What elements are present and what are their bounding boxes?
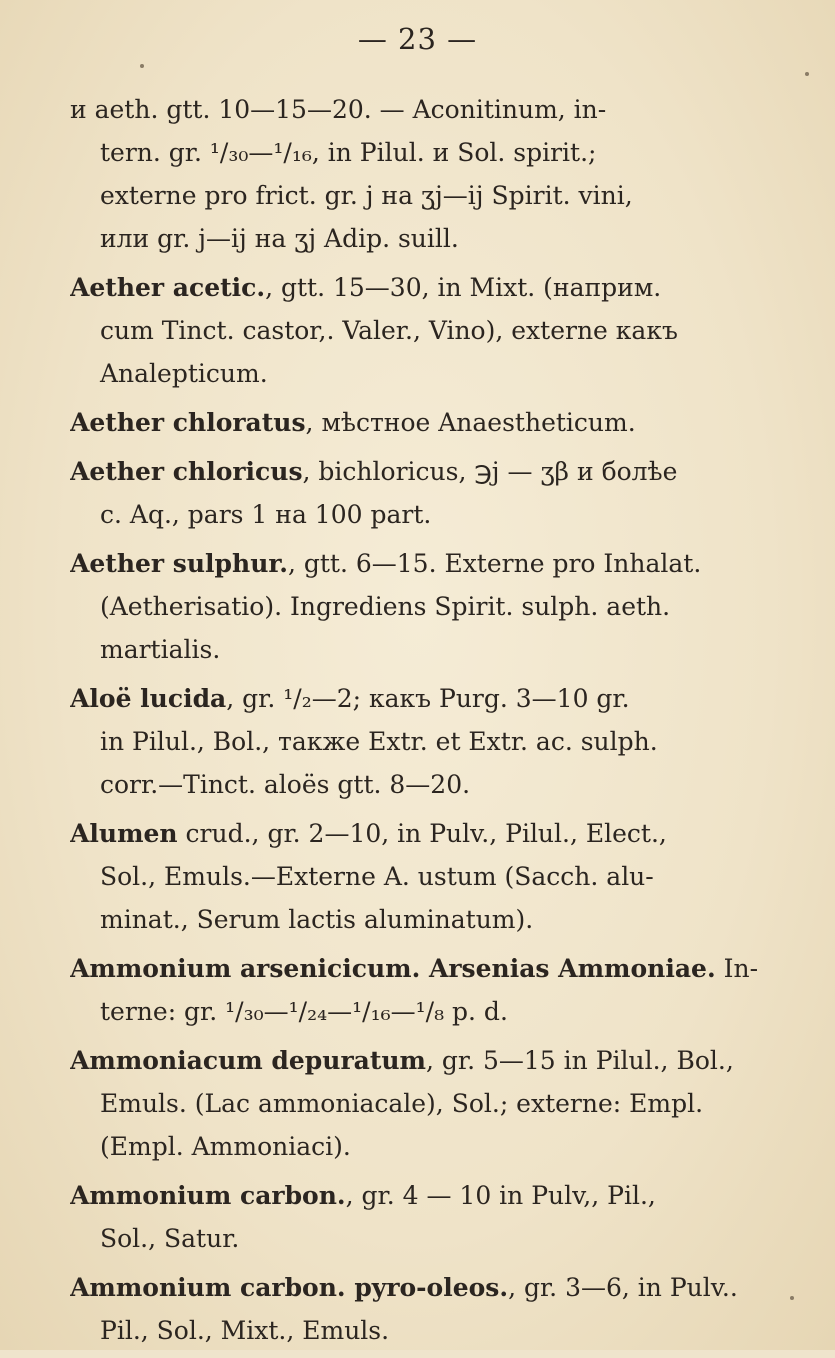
entry-continuation-line [70,1309,795,1352]
entry-text: corr.—Tinct. aloës gtt. 8—20. [100,770,471,799]
entry-continuation-line [70,1125,795,1168]
print-speck [790,1296,794,1300]
entry-text: (Empl. Ammoniaci). [100,1132,351,1161]
entry-text: , gr. 4 — 10 in Pulv,, Pil., [345,1181,656,1210]
entry-text: In- [715,954,759,983]
entry-continuation-line [70,1082,795,1125]
entry-text: (Aetherisatio). Ingrediens Spirit. sulph. aeth. [100,592,671,621]
dictionary-entry [70,542,795,671]
dictionary-entry [70,677,795,806]
entry-continuation-line [70,855,795,898]
entry-continuation-line [70,763,795,806]
dictionary-entry [70,401,795,444]
entry-text: Sol., Emuls.—Externe A. ustum (Sacch. alu- [100,862,654,891]
entry-continuation-line [70,174,795,217]
entry-first-line [70,1039,795,1082]
entry-continuation-line [70,898,795,941]
print-speck [805,72,809,76]
entry-headword: Aloë lucida [70,684,227,713]
entry-headword: Aether acetic. [70,273,266,302]
entry-text: terne: gr. ¹/₃₀—¹/₂₄—¹/₁₆—¹/₈ p. d. [100,997,508,1026]
entry-text: , gr. 3—6, in Pulv.. [508,1273,738,1302]
entry-headword: Alumen [70,819,178,848]
entry-text: Sol., Satur. [100,1224,240,1253]
entry-first-line [70,266,795,309]
entry-continuation-line [70,628,795,671]
entry-text: Pil., Sol., Mixt., Emuls. [100,1316,390,1345]
entry-headword: Ammonium arsenicicum. Arsenias Ammoniae. [70,954,716,983]
dictionary-entry [70,1266,795,1352]
entry-text: minat., Serum lactis aluminatum). [100,905,534,934]
entry-list [70,88,795,1358]
entry-continuation-line [70,352,795,395]
entry-continuation-line [70,720,795,763]
entry-continuation-line [70,990,795,1033]
entry-first-line [70,677,795,720]
entry-first-line [70,88,795,131]
entry-text: externe pro frict. gr. j на ʒj—ij Spirit. vini, [100,181,633,210]
entry-text: , bichloricus, ℈j — ʒβ и болѣе [302,457,678,486]
entry-headword: Ammonium carbon. [70,1181,346,1210]
entry-continuation-line [70,217,795,260]
entry-first-line [70,1266,795,1309]
entry-text: , gtt. 15—30, in Mixt. (наприм. [265,273,662,302]
entry-text: c. Aq., pars 1 на 100 part. [100,500,432,529]
entry-headword: Aether chloricus [70,457,303,486]
entry-text: cum Tinct. castor,. Valer., Vino), externe какъ [100,316,678,345]
entry-text: , мѣстное Anaestheticum. [305,408,636,437]
entry-text: , gr. 5—15 in Pilul., Bol., [426,1046,734,1075]
entry-text: crud., gr. 2—10, in Pulv., Pilul., Elect., [177,819,667,848]
entry-headword: Ammonium carbon. pyro-oleos. [70,1273,509,1302]
entry-first-line [70,542,795,585]
dictionary-entry [70,812,795,941]
entry-text: Analepticum. [100,359,268,388]
entry-text: Emuls. (Lac ammoniacale), Sol.; externe: Empl. [100,1089,704,1118]
dictionary-entry [70,88,795,260]
entry-continuation-line [70,493,795,536]
dictionary-entry [70,1174,795,1260]
entry-text: и aeth. gtt. 10—15—20. — Aconitinum, in- [70,95,607,124]
print-speck [140,64,144,68]
entry-first-line [70,401,795,444]
entry-text: , gtt. 6—15. Externe pro Inhalat. [287,549,702,578]
entry-continuation-line [70,131,795,174]
entry-continuation-line [70,1217,795,1260]
dictionary-entry [70,1039,795,1168]
entry-text: , gr. ¹/₂—2; какъ Purg. 3—10 gr. [226,684,630,713]
page-number: — 23 — [357,22,478,56]
entry-first-line [70,1174,795,1217]
entry-headword: Aether sulphur. [70,549,288,578]
entry-text: martialis. [100,635,221,664]
entry-continuation-line [70,585,795,628]
entry-first-line [70,812,795,855]
entry-headword: Aether chloratus [70,408,306,437]
entry-headword: Ammoniacum depuratum [70,1046,426,1075]
dictionary-entry [70,266,795,395]
entry-text: или gr. j—ij на ʒj Adip. suill. [100,224,459,253]
entry-text: in Pilul., Bol., также Extr. et Extr. ac. sulph. [100,727,658,756]
entry-text: tern. gr. ¹/₃₀—¹/₁₆, in Pilul. и Sol. spirit.; [100,138,597,167]
entry-first-line [70,947,795,990]
entry-first-line [70,450,795,493]
dictionary-entry [70,947,795,1033]
entry-continuation-line [70,309,795,352]
dictionary-entry [70,450,795,536]
